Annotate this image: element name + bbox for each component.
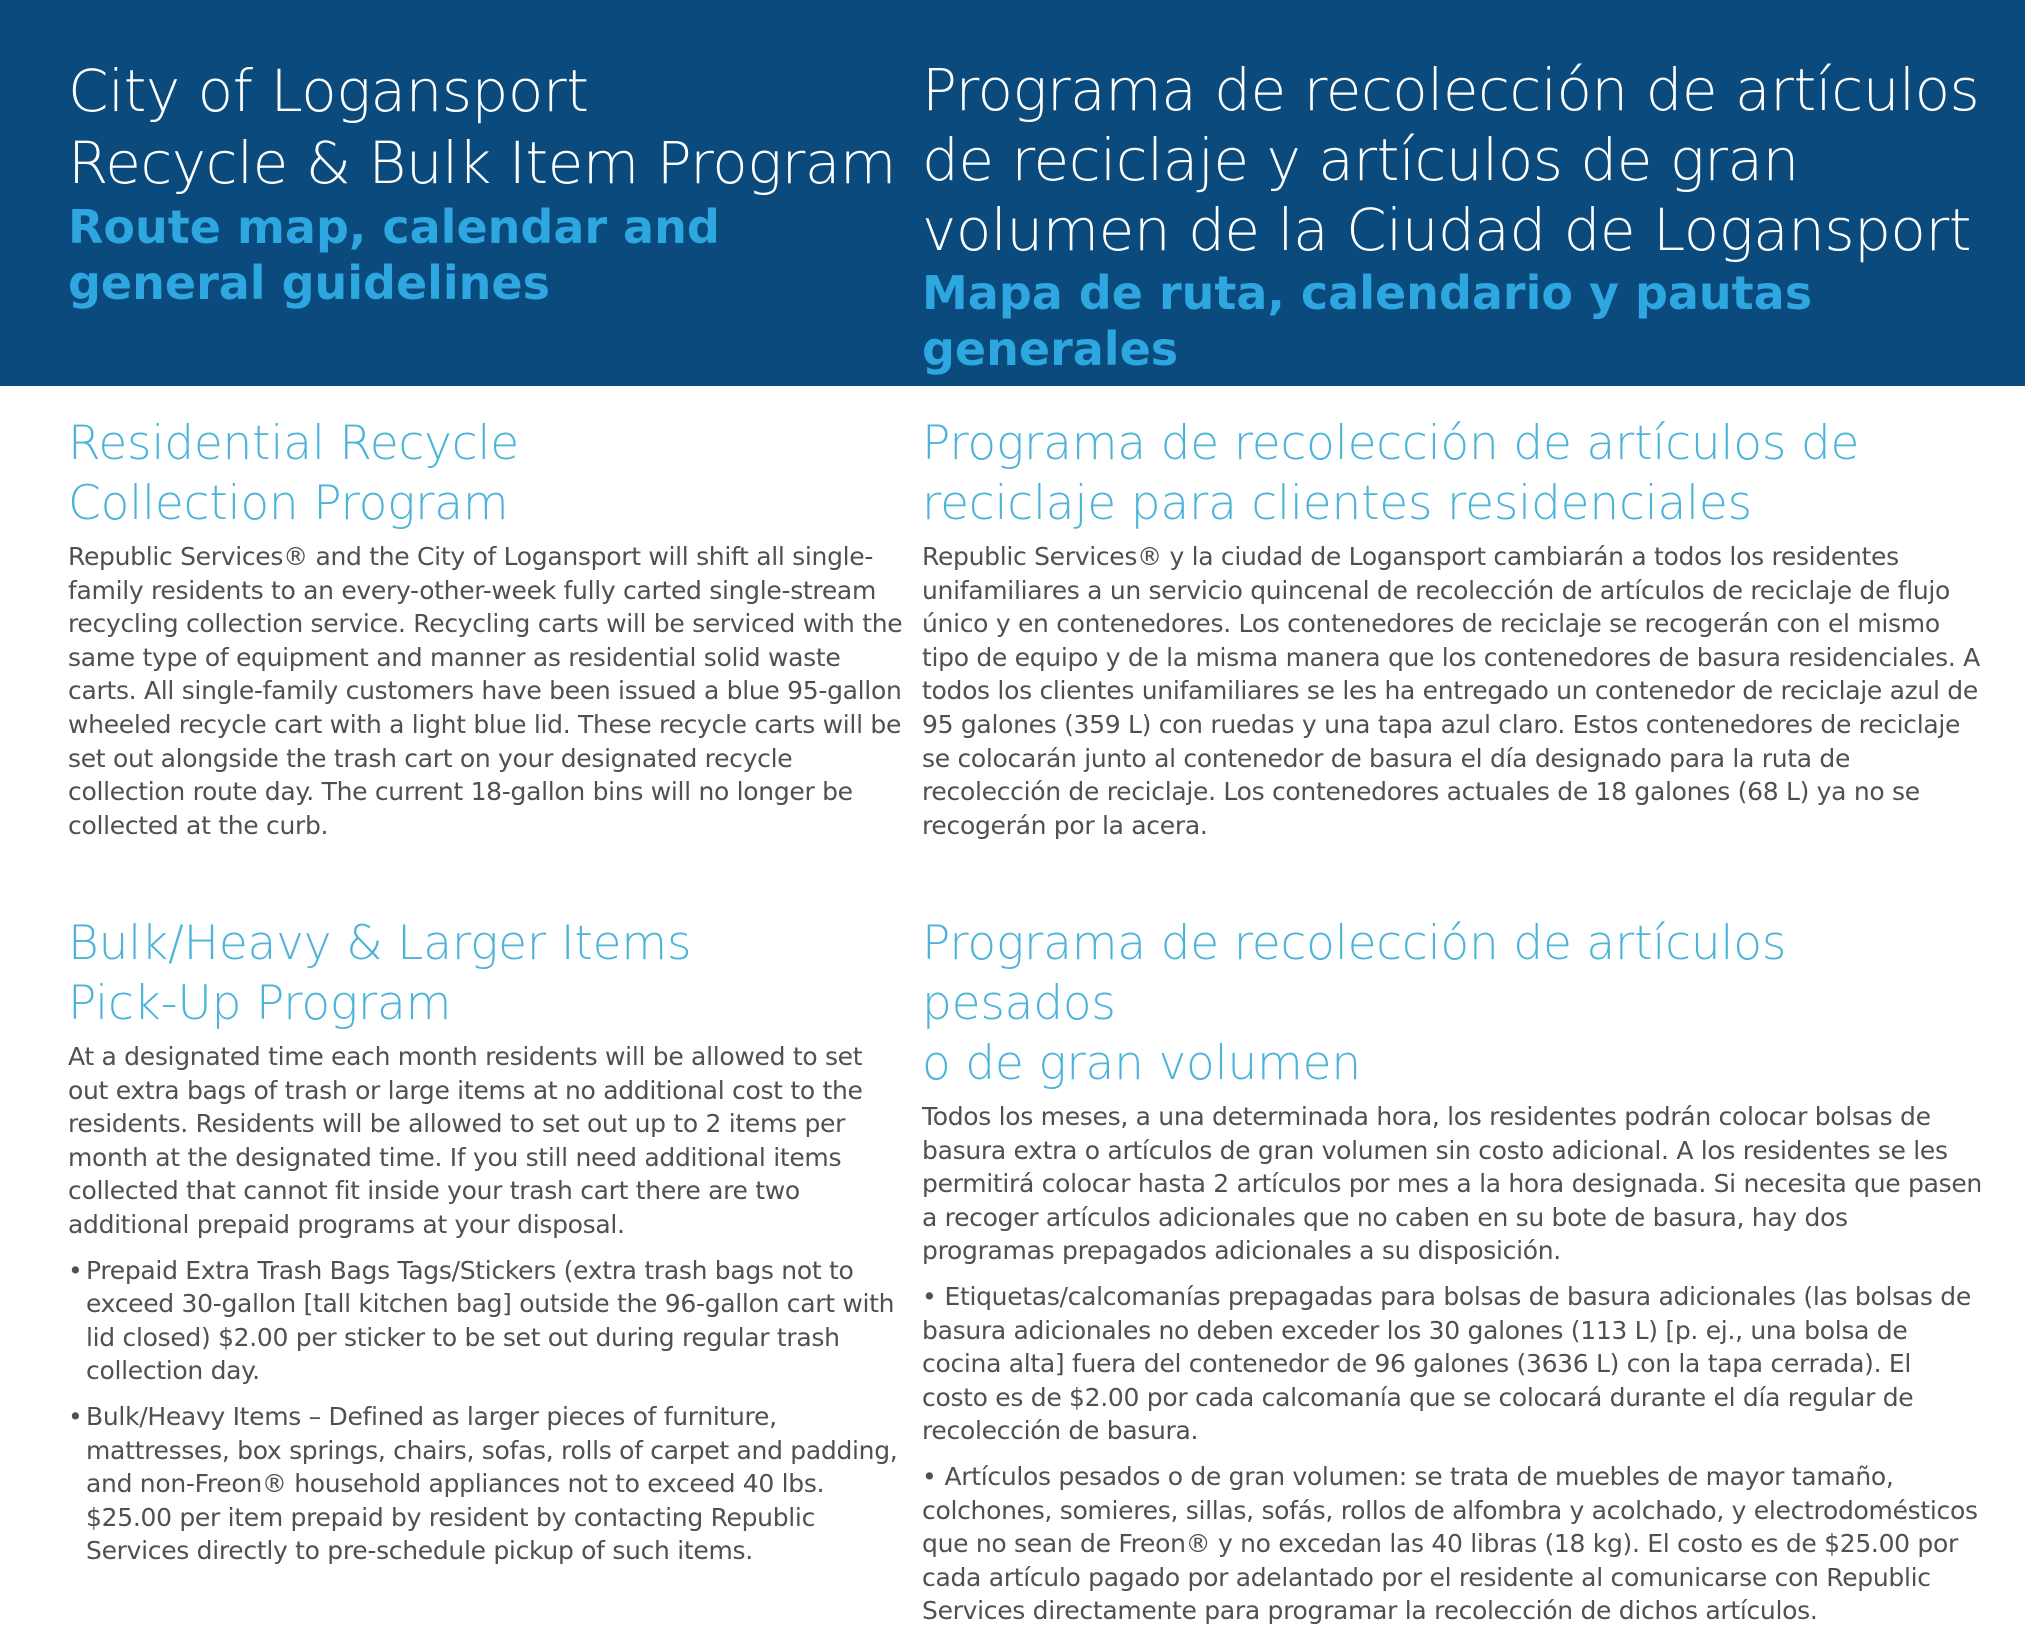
recycle-section-es: [922, 414, 1982, 842]
bulk-bullet-en-1: [68, 1254, 908, 1388]
recycle-title-es: Programa de recolección de artículos de reciclaje para clientes residenciales: [922, 416, 1860, 531]
header-english: [68, 55, 908, 311]
header-banner: [0, 0, 2025, 386]
bullet-dot: •: [922, 1281, 937, 1311]
bullet-text: Etiquetas/calcomanías prepagadas para bolsas de basura adicionales (las bolsas de basura adicionales no deben exceder los 30 galones (113 L) [p. ej., una bolsa de cocina alta] fuera del contenedor de 96 galones (3636 L) con la tapa cerrada). El costo es de $2.00 por cada calcomanía que se colocará durante el día regular de recolección de basura.: [922, 1281, 1971, 1446]
bullet-dot: •: [68, 1401, 83, 1431]
bullet-text: Bulk/Heavy Items – Defined as larger pieces of furniture, mattresses, box springs, chairs, sofas, rolls of carpet and padding, and non-Freon® household appliances not to exceed 40 lbs. $25.00 per item prepaid by resident by contacting Republic Services directly to pre-schedule pickup of such items.: [86, 1401, 898, 1566]
bullet-dot: •: [922, 1461, 937, 1491]
bullet-dot: •: [68, 1255, 83, 1285]
bulk-bullet-en-2: [68, 1400, 908, 1568]
bulk-section-es: [922, 914, 1982, 1628]
header-title-es: Programa de recolección de artículos de reciclaje y artículos de gran volumen de la Ciudad de Logansport: [922, 56, 1980, 264]
header-title-en: City of Logansport Recycle & Bulk Item Program: [68, 57, 896, 197]
recycle-section-en: [68, 414, 908, 842]
recycle-title-en: Residential Recycle Collection Program: [68, 416, 519, 531]
bullet-text: Prepaid Extra Trash Bags Tags/Stickers (extra trash bags not to exceed 30-gallon [tall kitchen bag] outside the 96-gallon cart with lid closed) $2.00 per sticker to be set out during regular trash collection day.: [86, 1255, 895, 1386]
bulk-bullet-es-1: [922, 1280, 1982, 1448]
header-subtitle-es: Mapa de ruta, calendario y pautas generales: [922, 266, 1813, 376]
bulk-title-en: Bulk/Heavy & Larger Items Pick-Up Program: [68, 916, 692, 1031]
header-subtitle-en: Route map, calendar and general guidelines: [68, 200, 720, 310]
bulk-body-en: At a designated time each month residents will be allowed to set out extra bags of trash or large items at no additional cost to the residents. Residents will be allowed to set out up to 2 items per month at the designated time. If you still need additional items collected that cannot fit inside your trash cart there are two additional prepaid programs at your disposal.: [68, 1042, 863, 1239]
bulk-body-es: Todos los meses, a una determinada hora, los residentes podrán colocar bolsas de basura extra o artículos de gran volumen sin costo adicional. A los residentes se les permitirá colocar hasta 2 artículos por mes a la hora designada. Si necesita que pasen a recoger artículos adicionales que no caben en su bote de basura, hay dos programas prepagados adicionales a su disposición.: [922, 1102, 1982, 1266]
recycle-body-en: Republic Services® and the City of Logansport will shift all single-family residents to an every-other-week fully carted single-stream recycling collection service. Recycling carts will be serviced with the same type of equipment and manner as residential solid waste carts. All single-family customers have been issued a blue 95-gallon wheeled recycle cart with a light blue lid. These recycle carts will be set out alongside the trash cart on your designated recycle collection route day. The current 18-gallon bins will no longer be collected at the curb.: [68, 542, 903, 840]
bulk-title-es: Programa de recolección de artículos pesados o de gran volumen: [922, 916, 1787, 1091]
bullet-text: Artículos pesados o de gran volumen: se trata de muebles de mayor tamaño, colchones, somieres, sillas, sofás, rollos de alfombra y acolchado, y electrodomésticos que no sean de Freon® y no excedan las 40 libras (18 kg). El costo es de $25.00 por cada artículo pagado por adelantado por el residente al comunicarse con Republic Services directamente para programar la recolección de dichos artículos.: [922, 1461, 1978, 1626]
bulk-bullet-es-2: [922, 1460, 1982, 1628]
recycle-body-es: Republic Services® y la ciudad de Logansport cambiarán a todos los residentes unifamiliares a un servicio quincenal de recolección de artículos de reciclaje de flujo único y en contenedores. Los contenedores de reciclaje se recogerán con el mismo tipo de equipo y de la misma manera que los contenedores de basura residenciales. A todos los clientes unifamiliares se les ha entregado un contenedor de reciclaje azul de 95 galones (359 L) con ruedas y una tapa azul claro. Estos contenedores de reciclaje se colocarán junto al contenedor de basura el día designado para la ruta de recolección de reciclaje. Los contenedores actuales de 18 galones (68 L) ya no se recogerán por la acera.: [922, 542, 1980, 840]
header-spanish: [922, 55, 2002, 377]
bulk-section-en: [68, 914, 908, 1568]
